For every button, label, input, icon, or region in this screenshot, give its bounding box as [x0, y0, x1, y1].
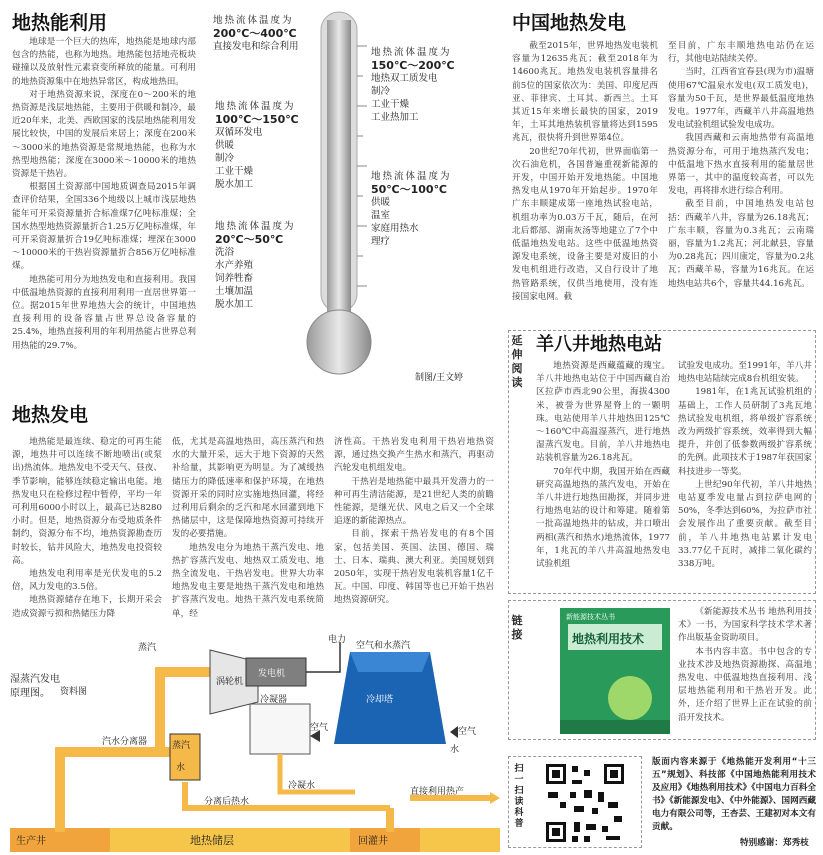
label-cooling-tower: 冷却塔 — [366, 695, 394, 705]
band-caption: 地热流体温度为 — [371, 171, 452, 182]
label-power: 电力 — [328, 635, 347, 645]
band-use: 水产养殖 — [215, 260, 254, 271]
geothermal-body — [12, 36, 196, 353]
label-condensed-water: 冷凝水 — [288, 781, 316, 791]
temp-band-4 — [371, 170, 491, 248]
band-use: 饲养牲畜 — [215, 273, 254, 284]
yangbajing-col-2 — [678, 360, 812, 571]
label-steam: 蒸汽 — [138, 643, 157, 653]
paragraph: 70年代中期，我国开始在西藏研究高温地热的蒸汽发电，开始在羊八井进行地热田勘探，并同步进行地热电站的设计和筹建。随着第一批高温地热井的钻成，并口喷出两相(蒸汽和热水)地热流体，1977年，1兆瓦的羊八井高温地热发电试验机组 — [536, 466, 670, 570]
band-use: 工业干燥 — [371, 99, 410, 110]
china-col-1 — [512, 40, 658, 304]
qr-code-icon — [544, 762, 626, 844]
sources-note: 版面内容来源于《地热能开发利用“十三五”规划》、科技部《中国地热能利用技术及应用》《地热利用技术》《中国电力百科全书》《新能源发电》、《中外能源》、国网西藏电力有限公司等，王杏芸、王建初对本文有贡献。 — [652, 757, 816, 832]
label-air-water-vapor: 空气和水蒸汽 — [356, 641, 411, 651]
book-series: 新能源技术丛书 — [566, 613, 615, 621]
paragraph: 我国西藏和云南地热带有高温地热资源分布，可用于地热蒸汽发电；中低温地下热水直接利用的能量居世界第一，其中的温度较高者，可以先发电，再将排水进行综合利用。 — [668, 133, 814, 197]
steam-power-diagram — [10, 632, 500, 852]
label-separated-water: 分离后热水 — [204, 797, 250, 807]
label-turbine: 涡轮机 — [216, 677, 244, 687]
yangbajing-col-1 — [536, 360, 670, 571]
label-direct-use: 直接利用热产 — [410, 787, 465, 797]
label-air: 空气 — [458, 727, 477, 737]
power-col-1 — [12, 436, 162, 621]
paragraph: 地热发电利用率是光伏发电的5.2倍，风力发电的3.5倍。 — [12, 569, 162, 593]
paragraph: 对于地热资源来说，深度在0～200米的地热资源是浅层地热能，主要用于供暖和制冷，最近20年来，北美、西欧国家的浅层地热能利用发展比较快，中国的发展后来居上；深度在200米～3000米的地热资源是常规地热能，也称为水热型地热能；深度在3000米～10000米的地热资源是干热岩。 — [12, 89, 196, 180]
band-use: 制冷 — [371, 86, 391, 97]
band-use: 理疗 — [371, 236, 391, 247]
label-reinjection-well: 回灌井 — [358, 836, 388, 847]
section-title-china: 中国地热发电 — [512, 12, 627, 34]
power-col-2 — [172, 436, 324, 621]
temp-band-3 — [215, 100, 323, 191]
link-body — [678, 606, 812, 725]
paragraph: 济性高。干热岩发电利用干热岩地热资源，通过热交换产生热水和蒸汽，再驱动汽轮发电机组发电。 — [334, 437, 494, 474]
book-cover — [560, 608, 670, 734]
diagram-drawing — [10, 632, 500, 852]
band-use: 土壤加温 — [215, 286, 254, 297]
paragraph: 根据国土资源部中国地质调查局2015年调查评价结果，全国336个地级以上城市浅层地热能年可开采资源量折合标准煤7亿吨标准煤；全国水热型地热资源量折合1.25万亿吨标准煤，年可开采资源量折合19亿吨标准煤；埋深在3000～10000米的干热岩资源量折合856万亿吨标准煤。 — [12, 182, 196, 272]
book-title: 地热利用技术 — [572, 632, 645, 646]
band-range: 200℃～400℃ — [213, 27, 297, 40]
label-separator: 汽水分离器 — [102, 737, 148, 747]
diagram-source: 资料图 — [60, 687, 88, 697]
china-col-2 — [668, 40, 814, 291]
graphic-credit: 制图/王文婷 — [415, 373, 464, 383]
paragraph: 20世纪70年代初，世界面临第一次石油危机，各国普遍重视新能源的开发，中国开始开发地热能。中国地热发电从1970年开始起步。1970年广东丰顺建成第一座地热试验电站，机组功率为0.03万千瓦，随后，在河北后都部、湖南灰汤等地建立了7个中低温地热发电站。这些中低温地热资源发电系统，设备主要是对废旧的小发电机组进行改造，又自行设计了地热管路系统，仅供当地使用，没有连接国家电网。截 — [512, 146, 658, 302]
label-generator: 发电机 — [258, 669, 286, 679]
band-use: 供暖 — [215, 140, 235, 151]
band-caption: 地热流体温度为 — [371, 47, 452, 58]
label-water: 水 — [450, 745, 460, 755]
link-tag: 链接 — [511, 614, 523, 641]
temp-band-1 — [213, 14, 323, 53]
book-cover-icon — [560, 608, 670, 734]
diagram-caption: 湿蒸汽发电 — [10, 674, 60, 685]
temp-band-5 — [215, 220, 323, 311]
paragraph: 截至目前，中国地热发电站包括：西藏羊八井，容量为26.18兆瓦；广东丰顺，容量为0.3兆瓦；云南瑞丽，容量为1.2兆瓦；河北献县，容量为0.28兆瓦；四川康定，容量为0.2兆瓦；西藏羊易，容量为16兆瓦。在运地热电站共6个，容量共44.16兆瓦。 — [668, 199, 814, 289]
band-use: 制冷 — [215, 153, 235, 164]
band-range: 20℃～50℃ — [215, 233, 284, 246]
label-steam: 蒸汽 — [172, 741, 191, 751]
label-water: 水 — [176, 763, 186, 773]
label-air: 空气 — [310, 723, 329, 733]
band-use: 供暖 — [371, 197, 391, 208]
thermometer-graphic — [203, 6, 498, 391]
paragraph: 地热发电分为地热干蒸汽发电、地热扩容蒸汽发电、地热双工质发电、地热全流发电、干热岩发电。世界大功率地热发电主要是地热干蒸汽发电和地热扩容蒸汽发电。地热干蒸汽发电系统简单，经 — [172, 542, 324, 619]
label-condenser: 冷凝器 — [260, 695, 288, 705]
paragraph: 本书内容丰富。书中包含的专业技术涉及地热资源勘探、高温地热发电、中低温地热直接利用、浅层地热能利用和干热岩开发。此外，还介绍了世界上正在试验的前沿开发技术。 — [678, 646, 812, 723]
paragraph: 试验发电成功。至1991年，羊八井地热电站陆续完成8台机组安装。 — [678, 361, 812, 385]
paragraph: 1981年，在1兆瓦试验机组的基础上，工作人员研制了3兆瓦地热试验发电机组，将单级扩容系统改为两级扩容系统，效率得到大幅提升，并创了低参数两级扩容系统的先例。此项技术于1987年获国家科技进步一等奖。 — [678, 387, 812, 477]
paragraph: 地热资源储存在地下，长期开采会造成资源亏损和热储压力降 — [12, 595, 162, 619]
diagram-caption: 原理图。 — [10, 688, 50, 699]
paragraph: 上世纪90年代初，羊八井地热电站夏季发电量占到拉萨电网的50%，冬季达到60%，为拉萨市社会发展作出了重要贡献。截至目前，羊八井地热电站累计发电33.77亿千瓦时，减排二氧化碳约338万吨。 — [678, 479, 812, 570]
paragraph: 地热能是最连续、稳定的可再生能源，地热井可以连续不断地喷出(或泵出)热流体。地热发电不受天气、昼夜、季节影响，能够连续稳定输出电能。地热发电只在检修过程中暂停，平均一年可利用6000小时以上，最高已达8280小时。但是，地热资源分布受地质条件制约，资源分布不均，地热资源勘查历时较长，钻井风险大，地热发电投资较高。 — [12, 437, 162, 566]
paragraph: 截至2015年，世界地热发电装机容量为12635兆瓦；截至2018年为14600兆瓦。地热发电装机容量排名前5位的国家依次为：美国、印度尼西亚、菲律宾、土耳其、新西兰。土耳其近15年来增长最快的国家，2019年，土耳其地热装机容量将达到1595兆瓦，很快将升到世界第4位。 — [512, 41, 658, 144]
band-range: 100℃～150℃ — [215, 113, 299, 126]
power-col-3 — [334, 436, 494, 608]
temp-band-2 — [371, 46, 491, 124]
paragraph: 干热岩是地热能中最具开发潜力的一种可再生清洁能源，是21世纪人类的前瞻性能源，是继光伏、风电之后又一个全球追逐的新能源热点。 — [334, 476, 494, 527]
band-caption: 地热流体温度为 — [215, 221, 296, 232]
band-use: 洗浴 — [215, 247, 235, 258]
label-reservoir: 地热储层 — [190, 834, 234, 847]
section-title-geothermal: 地热能利用 — [12, 12, 108, 34]
label-production-well: 生产井 — [16, 836, 46, 847]
qr-label: 扫一扫读科普 — [514, 764, 524, 829]
paragraph: 目前，探索干热岩发电的有8个国家，包括美国、英国、法国、德国、瑞士、日本、瑞典、澳大利亚。美国规划到2050年，实现干热岩发电装机容量1亿千瓦。中国、印度、韩国等也已开始干热岩地热资源研究。 — [334, 529, 494, 606]
band-use: 直接发电和综合利用 — [213, 41, 299, 52]
paragraph: 地热资源是西藏蕴藏的瑰宝。羊八井地热电站位于中国西藏自治区拉萨市西北90公里，海拔4300米，被誉为世界屋脊上的一颗明珠。电站使用羊八井地热田125℃～160℃中高温湿蒸汽，进行地热湿蒸汽发电。目前，羊八井地热电站装机容量为26.18兆瓦。 — [536, 361, 670, 464]
band-use: 工业热加工 — [371, 112, 419, 123]
band-use: 温室 — [371, 210, 391, 221]
paragraph: 当时，江西省宜春县(现为市)温塘使用67℃温泉水发电(双工质发电)，容量为50千瓦，是世界最低温度地热发电。1977年，西藏羊八井高温地热发电试验机组试验发电成功。 — [668, 67, 814, 131]
extended-reading-tag: 延伸阅读 — [511, 334, 523, 389]
band-range: 50℃～100℃ — [371, 183, 447, 196]
band-range: 150℃～200℃ — [371, 59, 455, 72]
paragraph: 低，尤其是高温地热田，高压蒸汽和热水的大量开采，远大于地下资源的天然补给量，其影响更为明显。为了减缓热储压力的降低速率和保护环境，在地热资源开采的同时应实施地热回灌，将经过利用后剩余的乏汽和尾水回灌到地下热储层中，这是保障地热资源可持续开发的必要措施。 — [172, 437, 324, 540]
special-thanks: 特别感谢：郑秀枝 — [740, 838, 809, 848]
section-title-yangbajing: 羊八井地热电站 — [536, 334, 662, 355]
paragraph: 地球是一个巨大的热库，地热能是地球内部包含的热能，也称为地热。地热能包括地壳板块碰撞以及放射性元素衰变所释放的能量。可利用的地热资源集中在地热异常区，构成地热田。 — [12, 37, 196, 87]
qr-code[interactable] — [544, 762, 626, 844]
band-use: 工业干燥 — [215, 166, 254, 177]
band-caption: 地热流体温度为 — [213, 15, 294, 26]
paragraph: 至目前，广东丰顺地热电站仍在运行，其他电站陆续关停。 — [668, 41, 814, 65]
band-caption: 地热流体温度为 — [215, 101, 296, 112]
band-use: 脱水加工 — [215, 179, 254, 190]
band-use: 双循环发电 — [215, 127, 263, 138]
paragraph: 《新能源技术丛书 地热利用技术》一书，为国家科学技术学术著作出版基金资助项目。 — [678, 607, 812, 644]
band-use: 家庭用热水 — [371, 223, 419, 234]
band-use: 脱水加工 — [215, 299, 254, 310]
section-title-power: 地热发电 — [12, 404, 89, 426]
band-use: 地热双工质发电 — [371, 73, 438, 84]
paragraph: 地热能可用分为地热发电和直接利用。我国中低温地热资源的直接利用利用一直居世界第一位。据2015年世界地热大会的统计，中国地热直接利用的设备容量占世界总设备容量的25.4%，地热直接利用的年利用热能占世界总利用热能的29.7%。 — [12, 274, 196, 351]
